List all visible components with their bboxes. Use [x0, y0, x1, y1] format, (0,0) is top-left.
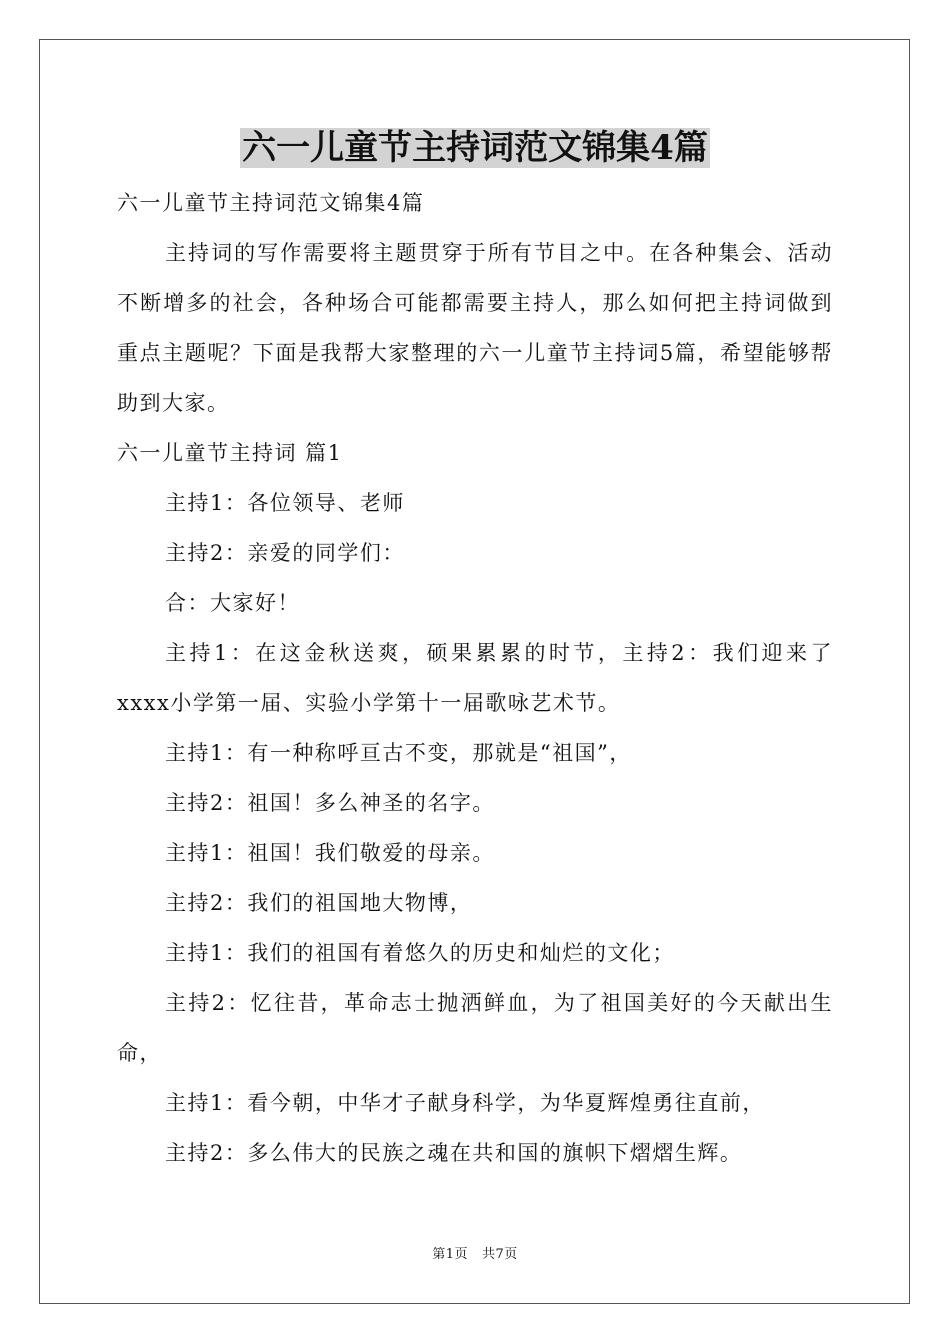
intro-paragraph: 主持词的写作需要将主题贯穿于所有节目之中。在各种集会、活动不断增多的社会，各种场合可能都需要主持人，那么如何把主持词做到重点主题呢？下面是我帮大家整理的六一儿童节主持词5篇，希望能够帮助到大家。 [117, 241, 833, 415]
script-line: 主持2：忆往昔，革命志士抛洒鲜血，为了祖国美好的今天献出生命， [117, 991, 833, 1065]
subtitle-line: 六一儿童节主持词范文锦集4篇 [117, 191, 425, 215]
script-line: 主持2：多么伟大的民族之魂在共和国的旗帜下熠熠生辉。 [165, 1141, 743, 1165]
script-line: 主持1：我们的祖国有着悠久的历史和灿烂的文化； [165, 941, 675, 965]
script-line: 主持1：各位领导、老师 [165, 491, 405, 515]
script-line: 合：大家好！ [165, 591, 300, 615]
document-title [0, 126, 950, 170]
script-line: 主持1：有一种称呼亘古不变，那就是“祖国”， [165, 741, 632, 765]
script-line: 主持1：祖国！我们敬爱的母亲。 [165, 841, 495, 865]
script-line: 主持2：我们的祖国地大物博， [165, 891, 473, 915]
page-footer [0, 1246, 950, 1264]
section-heading: 六一儿童节主持词 篇1 [117, 441, 343, 465]
script-line: 主持1：看今朝，中华才子献身科学，为华夏辉煌勇往直前， [165, 1091, 765, 1115]
script-line: 主持1：在这金秋送爽，硕果累累的时节，主持2：我们迎来了xxxx小学第一届、实验小学第十一届歌咏艺术节。 [117, 641, 833, 715]
document-title-text: 六一儿童节主持词范文锦集4篇 [242, 128, 708, 168]
script-line: 主持2：祖国！多么神圣的名字。 [165, 791, 495, 815]
script-line: 主持2：亲爱的同学们： [165, 541, 405, 565]
document-body [117, 178, 833, 1178]
page-number: 第1页 [432, 1247, 468, 1262]
page-total: 共7页 [482, 1247, 518, 1262]
